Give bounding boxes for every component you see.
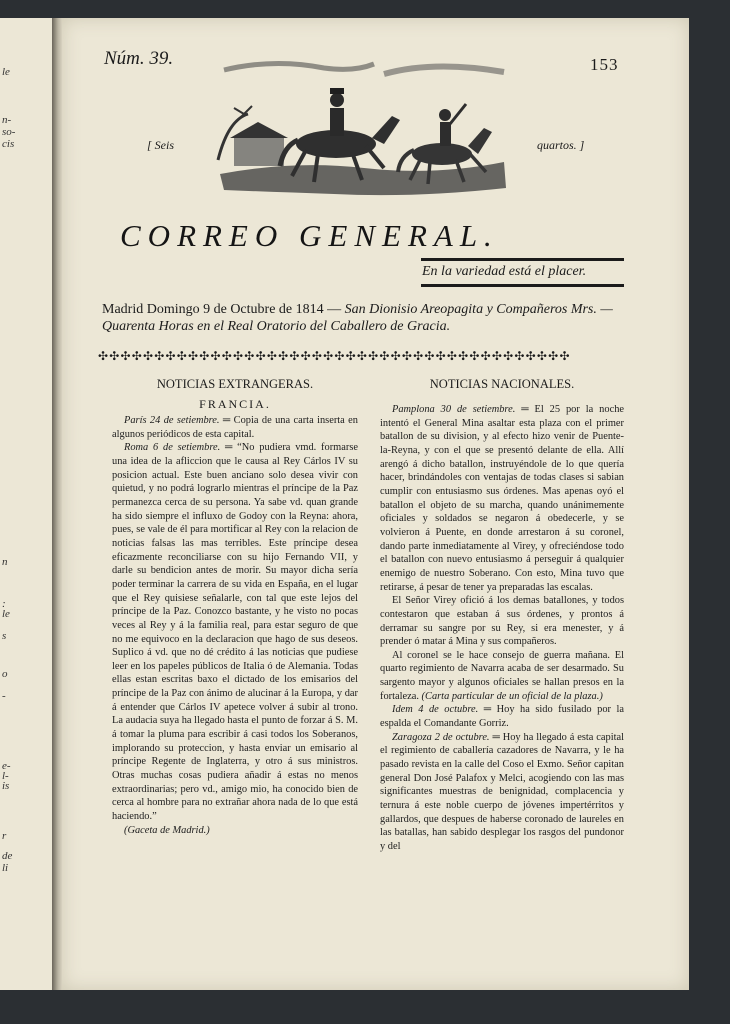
article-coronel-text: Al coronel se le hace consejo de guerra mañana. El quarto regimiento de Navarra acaba de ser desarmado. Su sargento mayor y algunos oficiales se hallan presos en la fortaleza. (380, 649, 624, 702)
issue-number: Núm. 39. (104, 48, 174, 69)
horse-riders-engraving (214, 50, 514, 210)
motto-bottom-rule (421, 284, 624, 287)
facing-fragment: de (2, 850, 13, 862)
facing-fragment: l- (2, 770, 9, 782)
article-zaragoza (380, 731, 624, 854)
newspaper-page (62, 18, 689, 990)
article-paris-text: ═ Copia de una carta inserta en algunos periódicos de esta capital. (112, 415, 358, 440)
facing-page-edge (0, 18, 53, 990)
dateline-date: Madrid Domingo 9 de Octubre de 1814 — (102, 302, 342, 317)
dateline-saints: San Dionisio Areopagita y Compañeros Mrs. — Quarenta Horas en el Real Oratorio del Caballero de Gracia. (102, 302, 613, 334)
dateline-idem: Idem 4 de octubre. (392, 704, 479, 716)
facing-fragment: : (2, 598, 6, 610)
price-right: quartos. ] (537, 138, 585, 152)
article-rome-text: ═ “No pudiera vmd. formarse una idea de la afliccion que le causa al Rey Cárlos IV su posicion actual. Este buen anciano solo desea vivir con quietud, y no podrá lograrlo mientras el príncipe de la Paz permanezca cerca de su persona. Ya sabe vd. quan grande ha sido siempre el influxo de Godoy con la Reyna: ahora, pues, se vale de él para mortificar al Rey con la relacion de noticias falsas las mas terribles. Este príncipe desea eficazmente reconciliarse con su hijo Fernando VII, y darle su bendicion antes de morir. Su mayor dicha sería poder terminar la carrera de su vida en España, en el lugar que el Rey quisiese señalarle, con tal que este lejos del príncipe de la Paz. Conozco bastante, y he visto no pocas veces al Rey y á la familia real, para estar seguro de que no me equivoco en la declaracion que hago de sus deseos. Suplico á vd. que no dé crédito á las noticias que pudiese leer en los papeles públicos de Italia ó de Alemania. Todas ellas estan escritas baxo el dictado de los emisarios del príncipe de la Paz con ánimo de alucinar á la Europa, y dar á entender que Cárlos IV apetece volver á subir al trono. La audacia suya ha llegado hasta el punto de forzar á S. M. á tomar la pluma para escribir á casi todos los Soberanos, implorando su proteccion, y hasta enviar un emisario al príncipe Regente de Inglaterra, y otro á sus ministros. Otras muchas cosas pudiera añadir á estas no menos extraordinarias; pero vd., amigo mio, ha conocido bien de cerca al hombre para no extrañar ahora nada de lo que está haciendo.” (112, 442, 358, 823)
facing-fragment: e- (2, 760, 11, 772)
motto: En la variedad está el placer. (422, 264, 587, 279)
facing-fragment: le (2, 66, 10, 78)
article-idem (380, 703, 624, 730)
article-rome (112, 441, 358, 823)
facing-fragment: r (2, 830, 7, 842)
article-pamplona-text: ═ El 25 por la noche intentó el General Mina asaltar esta plaza con el primer batallon de su division, y al efecto hizo venir de Puente-la-Reyna, y con el que se presentó delante de ella. Allí arengó á dicho batallon, instruyéndole de lo que quería hacer, brindándoles con ventajas de todas clases si sabian cumplir con entusiasmo sus órdenes. Mas apenas oyó el batallon el objeto de su marcha, quando unánimemente oficiales y soldados se negaron á obedecerle, y se volvieron á Puente, en donde arrestaron á su coronel, dando parte inmediatamente al Virey, y ofreciéndose todo el batallon con nuevo entusiasmo á perseguir á qualquier enemigo de nuestro Soberano. Con esto, Mina tuvo que retirarse, á pesar de tener ya preparadas las escalas. (380, 404, 624, 593)
facing-fragment: o (2, 668, 8, 680)
article-idem-text: ═ Hoy ha sido fusilado por la espalda el Comandante Gorriz. (380, 704, 624, 730)
facing-fragment: n- (2, 114, 12, 126)
dateline-zaragoza: Zaragoza 2 de octubre. (392, 731, 490, 743)
article-virey: El Señor Virey ofició á los demas batallones, y todos contestaron que estaban á sus órdenes, y prontos á derramar su sangre por su Rey, si era menester, y á prender ó matar á Mina y sus compañeros. (380, 595, 624, 648)
dateline-pamplona: Pamplona 30 de setiembre. (392, 404, 516, 415)
facing-fragment: s (2, 630, 7, 642)
national-news-heading: NOTICIAS NACIONALES. (429, 377, 575, 391)
source-carta: (Carta particular de un oficial de la plaza.) (421, 690, 603, 702)
article-paris (112, 414, 358, 441)
ornamental-divider: ✣✣✣✣✣✣✣✣✣✣✣✣✣✣✣✣✣✣✣✣✣✣✣✣✣✣✣✣✣✣✣✣✣✣✣✣✣✣✣✣✣✣ (98, 349, 571, 363)
article-coronel (380, 649, 624, 704)
facing-fragment: cis (2, 138, 15, 150)
facing-fragment: le (2, 608, 10, 620)
facing-fragment: n (2, 556, 8, 568)
facing-fragment: - (2, 690, 6, 702)
france-heading: FRANCIA. (199, 397, 271, 411)
motto-top-rule (421, 258, 624, 261)
article-pamplona (380, 403, 624, 594)
dateline-rome: Roma 6 de setiembre. (124, 442, 221, 454)
facing-fragment: li (2, 862, 9, 874)
source-gaceta: (Gaceta de Madrid.) (124, 824, 210, 836)
price-left: [ Seis (147, 138, 174, 152)
article-source (112, 824, 358, 838)
book-gutter (52, 18, 62, 990)
article-zaragoza-text: ═ Hoy ha llegado á esta capital el regimiento de caballería cazadores de Navarra, y le ha pasado revista en la calle del Coso el Exmo. Señor capitan general Don José Palafox y Melci, acogiendo con las mas significantes muestras de benignidad, complacencia y ternura á este noble cuerpo de jóvenes impertérritos y gallardos, que despues de haberse coronado de laureles en las batallas, han sabido desplegar los rasgos del pundonor y del (380, 731, 624, 852)
newspaper-title: CORREO GENERAL. (120, 218, 499, 253)
dateline-paris: París 24 de setiembre. (124, 415, 220, 426)
facing-fragment: is (2, 780, 10, 792)
dateline (102, 301, 624, 335)
foreign-news-heading: NOTICIAS EXTRANGERAS. (156, 377, 314, 391)
foreign-news-column (112, 414, 358, 837)
facing-fragment: so- (2, 126, 16, 138)
page-number: 153 (590, 55, 619, 74)
national-news-column (380, 403, 624, 854)
